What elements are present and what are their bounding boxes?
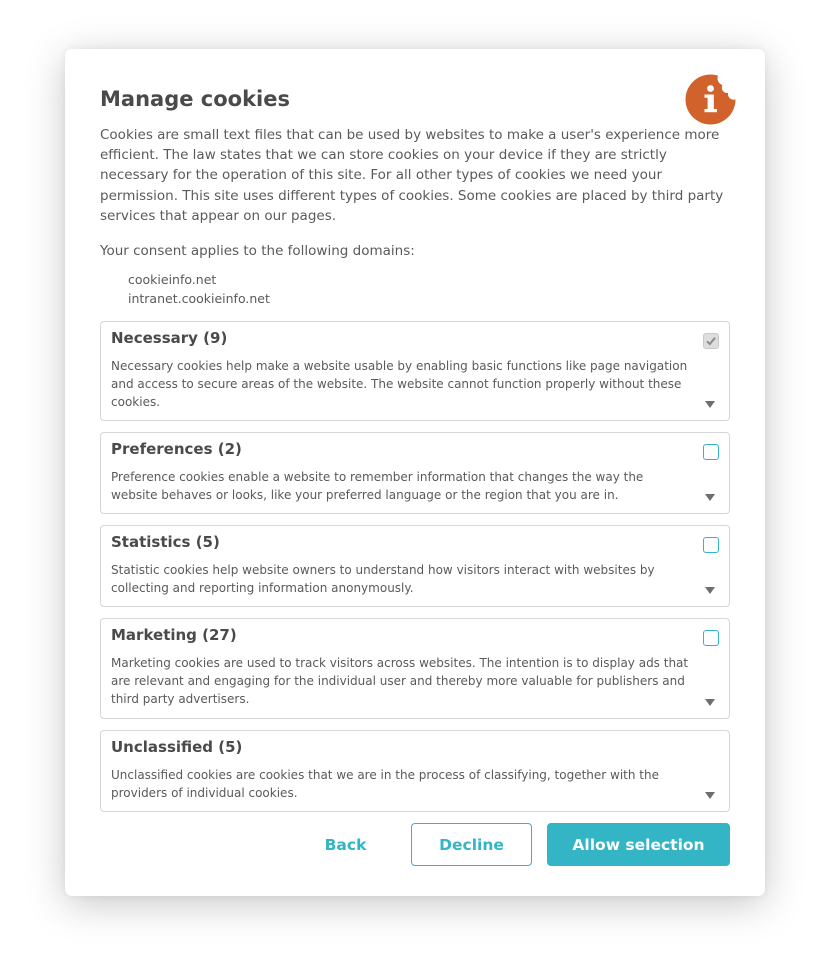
category-statistics[interactable] xyxy=(100,525,730,607)
marketing-checkbox[interactable] xyxy=(703,630,719,646)
category-description: Statistic cookies help website owners to understand how visitors interact with websites by collecting and reporting information anonymously. xyxy=(111,563,655,595)
necessary-checkbox xyxy=(703,333,719,349)
category-title: Unclassified (5) xyxy=(111,738,243,756)
domain-item: cookieinfo.net xyxy=(128,272,217,287)
cookie-dialog xyxy=(65,49,765,896)
chevron-down-icon[interactable] xyxy=(705,792,715,799)
back-button[interactable]: Back xyxy=(303,823,388,866)
category-title: Preferences (2) xyxy=(111,440,242,458)
decline-button[interactable]: Decline xyxy=(411,823,532,866)
category-description: Marketing cookies are used to track visitors across websites. The intention is to display ads that are relevant and engaging for the individual user and thereby more valuable for publishers and third party advertisers. xyxy=(111,656,689,706)
intro-text: Cookies are small text files that can be used by websites to make a user's experience more efficient. The law states that we can store cookies on your device if they are strictly necessary for the operation of this site. For all other types of cookies we need your permission. This site uses different types of cookies. Some cookies are placed by third party services that appear on our pages. xyxy=(100,127,724,224)
category-title: Marketing (27) xyxy=(111,626,237,644)
category-necessary[interactable] xyxy=(100,321,730,421)
domains-label: Your consent applies to the following domains: xyxy=(100,243,415,259)
chevron-down-icon[interactable] xyxy=(705,494,715,501)
cookie-info-icon xyxy=(685,74,736,125)
chevron-down-icon[interactable] xyxy=(705,401,715,408)
chevron-down-icon[interactable] xyxy=(705,699,715,706)
category-description: Unclassified cookies are cookies that we are in the process of classifying, together with the providers of individual cookies. xyxy=(111,768,659,800)
category-title: Necessary (9) xyxy=(111,329,228,347)
category-title: Statistics (5) xyxy=(111,533,220,551)
chevron-down-icon[interactable] xyxy=(705,587,715,594)
statistics-checkbox[interactable] xyxy=(703,537,719,553)
domain-item: intranet.cookieinfo.net xyxy=(128,291,270,306)
category-unclassified[interactable] xyxy=(100,730,730,812)
category-description: Necessary cookies help make a website usable by enabling basic functions like page navigation and access to secure areas of the website. The website cannot function properly without these cookies. xyxy=(111,359,688,409)
category-description: Preference cookies enable a website to remember information that changes the way the website behaves or looks, like your preferred language or the region that you are in. xyxy=(111,470,644,502)
checkmark-icon xyxy=(705,335,717,347)
allow-selection-button[interactable]: Allow selection xyxy=(547,823,730,866)
dialog-title: Manage cookies xyxy=(100,87,290,111)
preferences-checkbox[interactable] xyxy=(703,444,719,460)
category-preferences[interactable] xyxy=(100,432,730,514)
domain-list xyxy=(128,270,270,308)
category-marketing[interactable] xyxy=(100,618,730,719)
